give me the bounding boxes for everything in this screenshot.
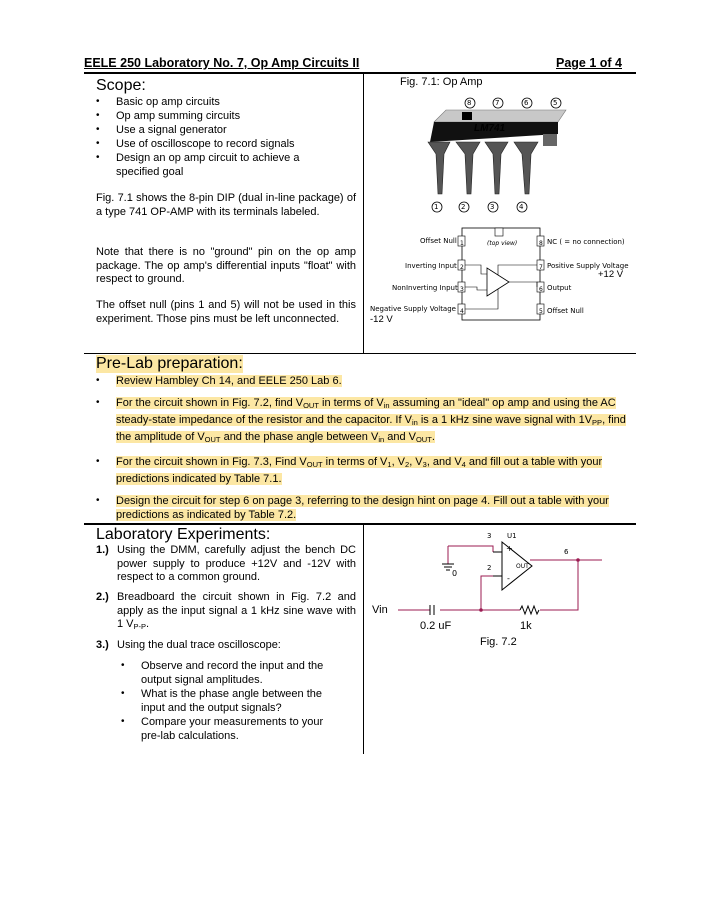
text: in terms of V [318,397,384,409]
lab-step-3 [96,639,356,655]
pinout-label: Positive Supply Voltage [547,262,629,270]
text: assuming an "ideal" op amp and using the AC steady-state impedance of the resistor and the capacitor. If V [116,397,616,426]
pinout-label: Output [547,284,572,292]
step-number: 2.) [96,591,109,603]
prelab-item-4: Design the circuit for step 6 on page 3, referring to the design hint on page 4. Fill out a table with your predictions as indicated by Table 7.2. [116,495,609,521]
lab-heading: Laboratory Experiments: [96,526,271,543]
list-item: • Use a signal generator [96,123,336,137]
text: , and V [426,456,462,468]
subscript: PP [592,418,603,427]
fig72-circuit [370,528,610,628]
pin-number: 8 [539,240,543,247]
minus-sign: - [507,574,510,583]
subscript: OUT [303,401,319,410]
output-label: OUT [516,563,529,570]
capacitor-value: 0.2 uF [420,620,452,632]
text: . [431,431,435,443]
list-item: • Compare your measurements to your pre-lab calculations. [121,715,341,743]
step-text: Using the DMM, carefully adjust the bench DC power supply to produce +12V and -12V with respect to a common ground. [117,544,356,583]
prelab-heading: Pre-Lab preparation: [96,355,243,372]
pinout-label: NonInverting Input [392,284,458,292]
pinout-label: NC ( = no connection) [547,238,625,246]
text: and fill out a table with your predictions indicated by Table 7.1. [116,456,603,485]
text: is a 1 kHz sine wave signal with 1V [417,414,593,426]
scope-list [96,95,336,179]
subscript: in [378,435,385,444]
lab-step-3-list [121,659,341,743]
pin-number: 7 [495,99,500,107]
pin-number: 3 [487,532,492,540]
step-number: 3.) [96,639,109,651]
subscript: 3 [422,460,427,469]
subscript: OUT [204,435,221,444]
negative-voltage: -12 V [370,314,393,325]
text: in terms of V [322,456,388,468]
lab-step-1 [96,544,356,588]
fig71-caption: Fig. 7.1: Op Amp [400,76,483,88]
text: and V [384,431,416,443]
ground-label: 0 [452,569,458,578]
prelab-item-1: Review Hambley Ch 14, and EELE 250 Lab 6. [116,375,342,387]
plus-sign: + [506,544,513,553]
list-item: • What is the phase angle between the input and the output signals? [121,687,341,715]
subscript: in [411,418,418,427]
vin-label: Vin [372,604,388,616]
text: For the circuit shown in Fig. 7.3, Find V [116,456,307,468]
pin-number: 6 [564,548,569,556]
list-item: • Basic op amp circuits [96,95,336,109]
pin-number: 6 [524,99,529,107]
resistor-value: 1k [520,620,532,632]
list-item: • Op amp summing circuits [96,109,336,123]
pin-number: 3 [490,203,495,211]
text: , find the amplitude of V [116,414,626,443]
pinout-label: Negative Supply Voltage [370,305,456,313]
scope-paragraph: Note that there is no "ground" pin on the op amp package. The op amp's differential inputs "float" with respect to ground. [96,246,356,285]
pin-number: 3 [460,286,464,293]
page-number: Page 1 of 4 [556,56,622,70]
pin-number: 6 [539,286,543,293]
pin-number: 4 [460,308,464,315]
step-number: 1.) [96,544,109,556]
fig72-caption: Fig. 7.2 [480,636,517,648]
pinout-label: Offset Null [547,307,584,315]
chip-label: LM741 [474,123,506,134]
pin-number: 7 [539,264,543,271]
step-text [117,591,356,634]
text: Breadboard the circuit shown in Fig. 7.2 and apply as the input signal a 1 kHz sine wave with 1 V [117,591,356,630]
pin-number: 2 [487,564,492,572]
list-item: • Design an op amp circuit to achieve a specified goal [96,151,336,179]
pin-number: 5 [539,308,543,315]
ref-label: U1 [507,532,517,540]
column-divider-top [363,73,364,353]
subscript: OUT [306,460,323,469]
prelab-list [96,374,626,530]
text: , V [391,456,406,468]
prelab-item-3 [116,456,602,485]
step-text: Using the dual trace oscilloscope: [117,639,281,651]
text: and the phase angle between V [220,431,379,443]
pin-number: 2 [460,264,464,271]
pin-number: 8 [467,99,472,107]
pin-number: 2 [461,203,466,211]
pinout-label: Offset Null [420,237,457,245]
scope-paragraph: Fig. 7.1 shows the 8-pin DIP (dual in-line package) of a type 741 OP-AMP with its terminals labeled. [96,192,356,218]
subscript: 2 [405,460,410,469]
text: For the circuit shown in Fig. 7.2, find V [116,397,304,409]
section-rule-prelab [84,353,636,354]
text: . [146,618,150,630]
document-title: EELE 250 Laboratory No. 7, Op Amp Circuits II [84,56,360,70]
pinout-label: Inverting Input [405,262,457,270]
subscript: 1 [387,460,392,469]
subscript: 4 [461,460,466,469]
scope-heading: Scope: [96,77,146,94]
pin-number: 5 [553,99,558,107]
header-rule [84,72,636,74]
lab-step-2 [96,591,356,635]
list-item [96,455,626,486]
top-view-label: (top view) [487,240,518,247]
list-item [96,374,626,388]
subscript: in [383,401,390,410]
subscript: P-P [133,622,147,631]
list-item: • Use of oscilloscope to record signals [96,137,336,151]
dip-package-drawing [418,94,574,220]
pin-number: 4 [519,203,524,211]
column-divider-bottom [363,524,364,754]
positive-voltage: +12 V [598,269,624,280]
list-item [96,396,626,447]
pin-number: 1 [434,203,439,211]
prelab-item-2 [116,397,626,443]
list-item: • Observe and record the input and the output signal amplitudes. [121,659,341,687]
scope-paragraph: The offset null (pins 1 and 5) will not be used in this experiment. Those pins must be left unconnected. [96,299,356,325]
subscript: OUT [415,435,432,444]
pin-number: 1 [460,240,464,247]
list-item [96,494,626,522]
text: , V [409,456,423,468]
